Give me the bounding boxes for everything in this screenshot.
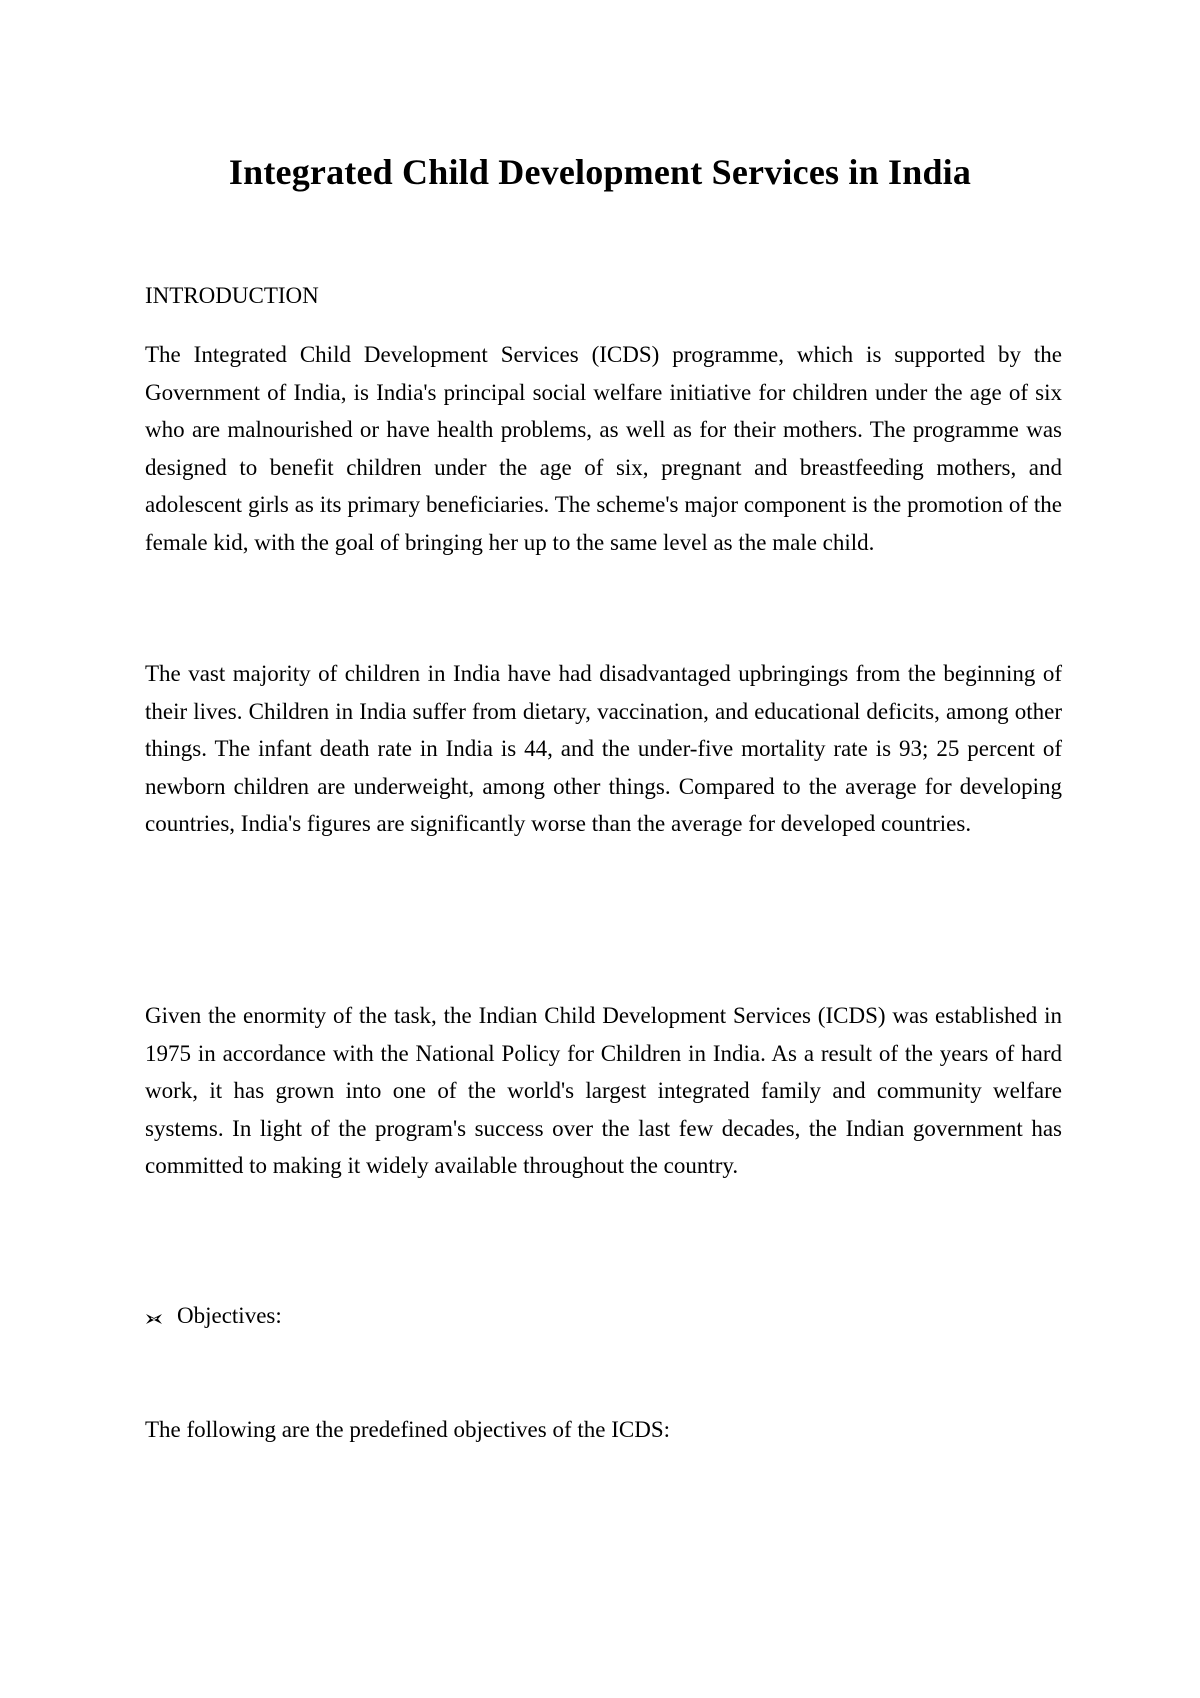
paragraph-1: The Integrated Child Development Services (ICDS) programme, which is supported by the Government of India, is India's principal social welfare initiative for children under the age of six who are malnourished or have health problems, as well as for their mothers. The programme was designed to benefit children under the age of six, pregnant and breastfeeding mothers, and adolescent girls as its primary beneficiaries. The scheme's major component is the promotion of the female kid, with the goal of bringing her up to the same level as the male child. [145,342,1062,555]
paragraph-3: Given the enormity of the task, the Indian Child Development Services (ICDS) was established in 1975 in accordance with the National Policy for Children in India. As a result of the years of hard work, it has grown into one of the world's largest integrated family and community welfare systems. In light of the program's success over the last few decades, the Indian government has committed to making it widely available throughout the country. [145,1003,1062,1179]
document-title: Integrated Child Development Services in India [228,152,972,192]
section-heading-introduction: INTRODUCTION [145,283,319,308]
paragraph-2: The vast majority of children in India have had disadvantaged upbringings from the beginning of their lives. Children in India suffer from dietary, vaccination, and educational deficits, among other things. The infant death rate in India is 44, and the under-five mortality rate is 93; 25 percent of newborn children are underweight, among other things. Compared to the average for developing countries, India's figures are significantly worse than the average for developed countries. [145,661,1062,837]
objectives-line [145,1300,282,1332]
arrow-bullet-icon [145,1305,163,1323]
objectives-label: Objectives: [177,1303,282,1328]
objectives-intro-text: The following are the predefined objectives of the ICDS: [145,1417,671,1442]
